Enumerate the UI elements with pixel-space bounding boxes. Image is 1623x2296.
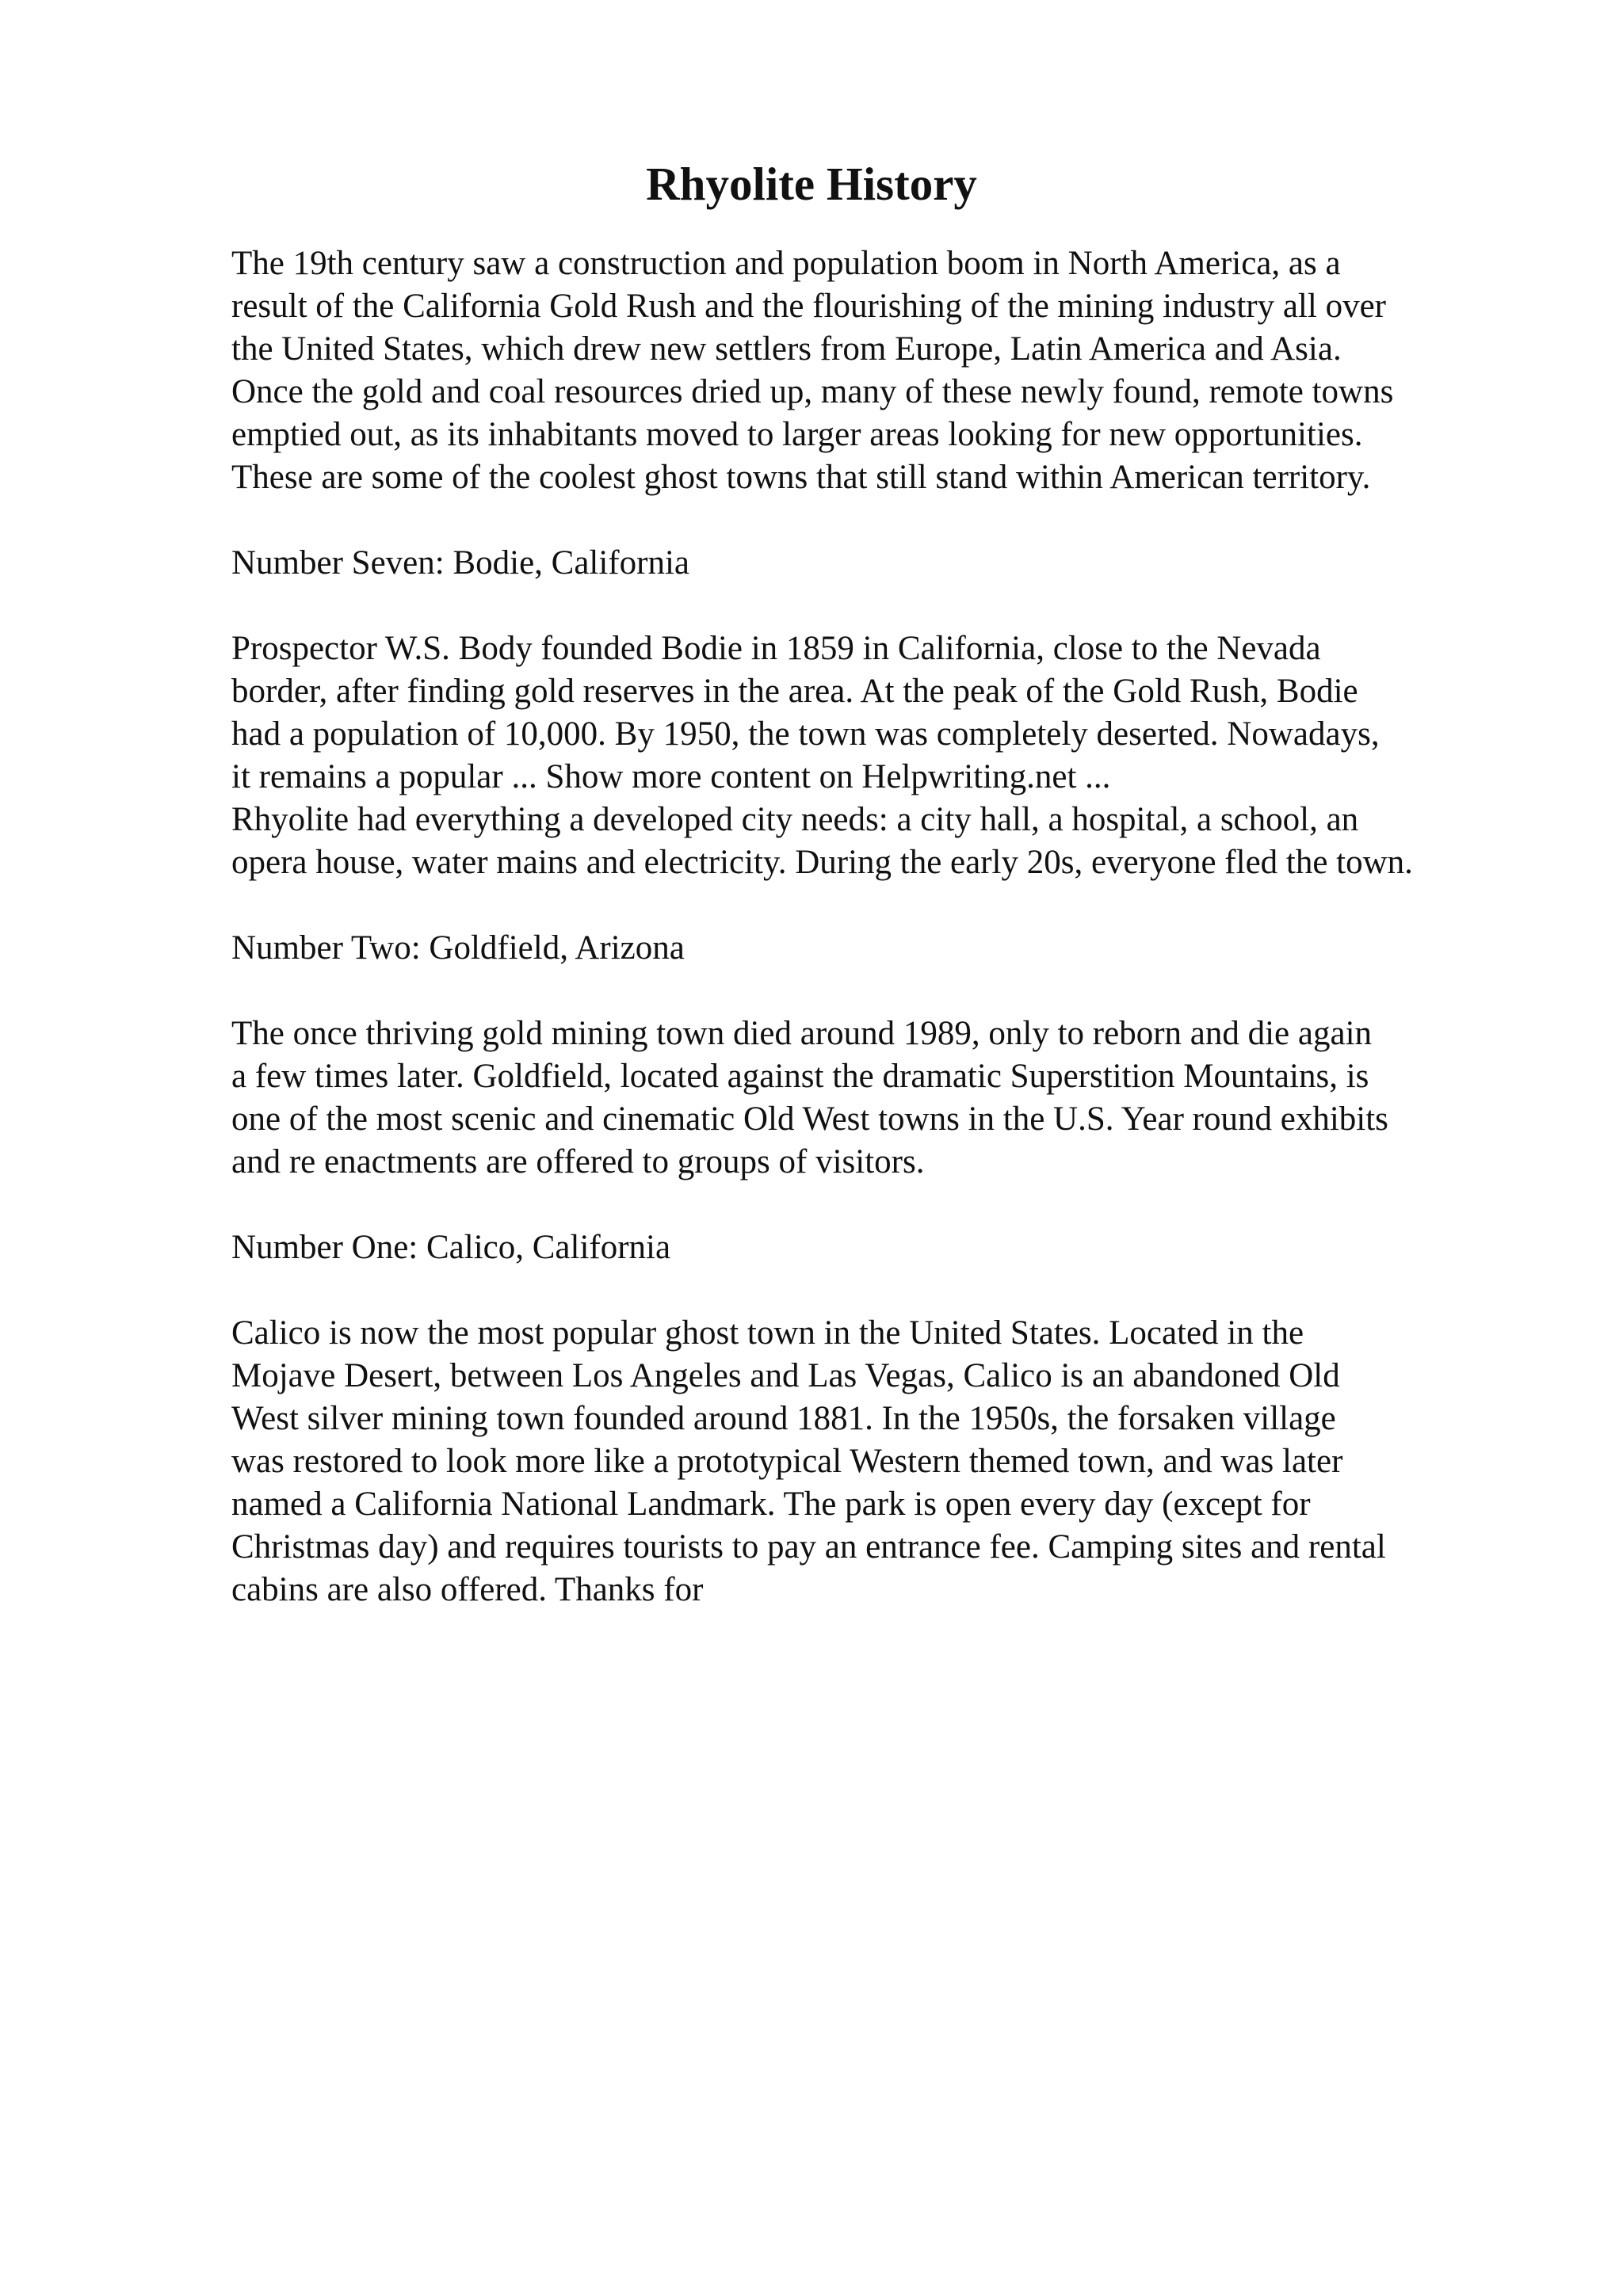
text-line: West silver mining town founded around 1881. In the 1950s, the forsaken village [231, 1400, 1336, 1437]
text-line: had a population of 10,000. By 1950, the town was completely deserted. Nowadays, [231, 715, 1380, 753]
text-line: emptied out, as its inhabitants moved to larger areas looking for new opportunities. [231, 416, 1363, 453]
text-line: it remains a popular ... Show more content on Helpwriting.net ... [231, 758, 1111, 795]
text-line: result of the California Gold Rush and the flourishing of the mining industry all over [231, 288, 1386, 325]
text-line: The 19th century saw a construction and population boom in North America, as a [231, 245, 1341, 282]
paragraph-bodie [231, 627, 1610, 884]
text-line: Number One: Calico, California [231, 1229, 671, 1266]
text-line: Number Two: Goldfield, Arizona [231, 929, 685, 967]
text-line: the United States, which drew new settlers from Europe, Latin America and Asia. [231, 330, 1342, 368]
text-line: a few times later. Goldfield, located against the dramatic Superstition Mountains, is [231, 1058, 1369, 1095]
paragraph-gap [231, 970, 1610, 1013]
paragraph-gap [231, 1269, 1610, 1312]
text-line: Once the gold and coal resources dried up, many of these newly found, remote towns [231, 373, 1394, 410]
text-line: Christmas day) and requires tourists to pay an entrance fee. Camping sites and rental [231, 1528, 1386, 1566]
text-line: border, after finding gold reserves in the area. At the peak of the Gold Rush, Bodie [231, 673, 1358, 710]
page-title: Rhyolite History [646, 158, 977, 210]
paragraph-gap [231, 1184, 1610, 1226]
heading-number-seven [231, 542, 1610, 585]
text-line: one of the most scenic and cinematic Old West towns in the U.S. Year round exhibits [231, 1100, 1388, 1138]
paragraph-gap [231, 884, 1610, 927]
paragraph-goldfield [231, 1013, 1610, 1184]
paragraph-gap [231, 585, 1610, 627]
text-line: and re enactments are offered to groups of visitors. [231, 1143, 925, 1180]
heading-number-one [231, 1226, 1610, 1269]
paragraph-gap [231, 499, 1610, 542]
text-line: Mojave Desert, between Los Angeles and Las Vegas, Calico is an abandoned Old [231, 1357, 1340, 1394]
text-line: named a California National Landmark. The park is open every day (except for [231, 1486, 1311, 1523]
document-body [231, 242, 1610, 1611]
text-line: The once thriving gold mining town died around 1989, only to reborn and die again [231, 1015, 1373, 1052]
text-line: cabins are also offered. Thanks for [231, 1571, 704, 1608]
paragraph-calico [231, 1312, 1610, 1611]
text-line: These are some of the coolest ghost towns that still stand within American territory. [231, 459, 1371, 496]
text-line: was restored to look more like a prototypical Western themed town, and was later [231, 1443, 1343, 1480]
text-line: Calico is now the most popular ghost town in the United States. Located in the [231, 1314, 1304, 1352]
text-line: Prospector W.S. Body founded Bodie in 1859 in California, close to the Nevada [231, 630, 1321, 667]
paragraph-intro [231, 242, 1610, 499]
heading-number-two [231, 927, 1610, 970]
text-line: Rhyolite had everything a developed city needs: a city hall, a hospital, a school, an [231, 801, 1359, 838]
text-line: Number Seven: Bodie, California [231, 544, 689, 582]
text-line: opera house, water mains and electricity. During the early 20s, everyone fled the town. [231, 844, 1413, 881]
